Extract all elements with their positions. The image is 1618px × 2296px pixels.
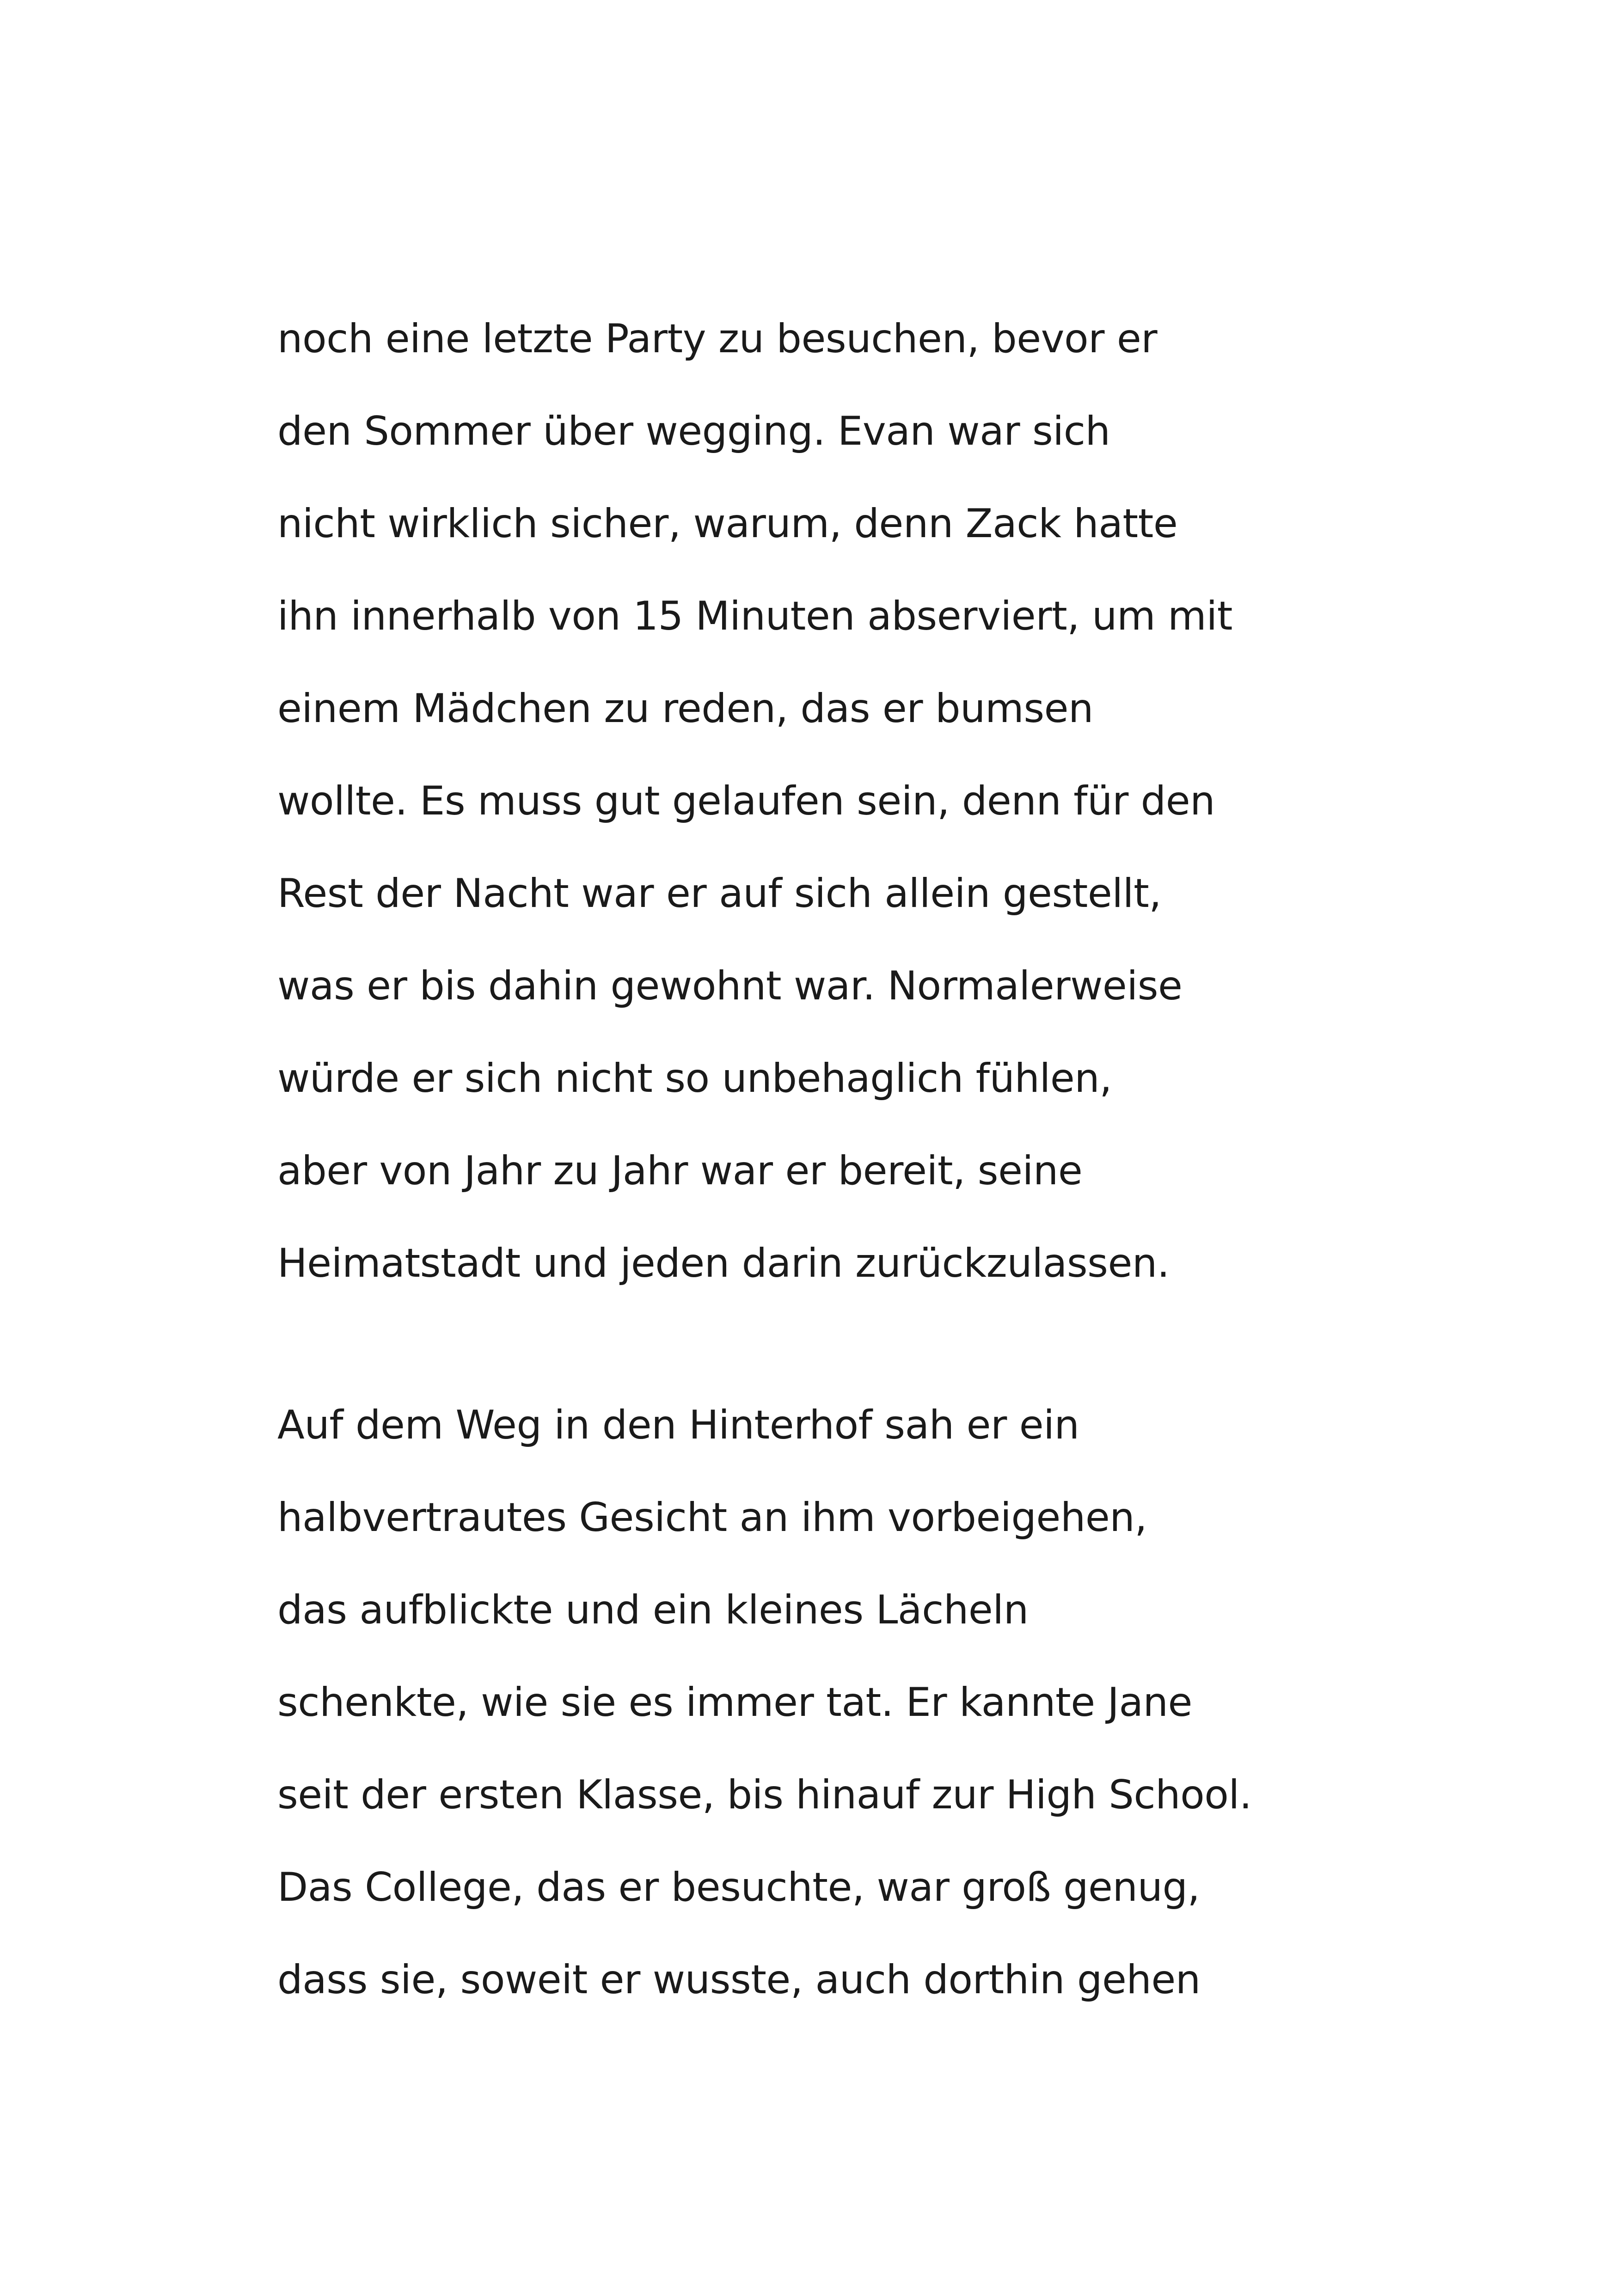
text-line: Das College, das er besuchte, war groß genug,: [277, 1864, 1200, 1910]
text-line: Heimatstadt und jeden darin zurückzulassen.: [277, 1240, 1170, 1286]
text-line: nicht wirklich sicher, warum, denn Zack hatte: [277, 501, 1178, 547]
text-line: seit der ersten Klasse, bis hinauf zur High School.: [277, 1772, 1252, 1818]
text-line: wollte. Es muss gut gelaufen sein, denn für den: [277, 778, 1215, 824]
text-line: den Sommer über wegging. Evan war sich: [277, 408, 1110, 454]
text-line: was er bis dahin gewohnt war. Normalerweise: [277, 963, 1183, 1009]
text-line: Rest der Nacht war er auf sich allein gestellt,: [277, 870, 1162, 917]
text-line: dass sie, soweit er wusste, auch dorthin gehen: [277, 1957, 1201, 2003]
text-line: Auf dem Weg in den Hinterhof sah er ein: [277, 1402, 1079, 1448]
text-line: ihn innerhalb von 15 Minuten abserviert, um mit: [277, 593, 1232, 639]
text-line: schenkte, wie sie es immer tat. Er kannte Jane: [277, 1679, 1192, 1726]
text-line: einem Mädchen zu reden, das er bumsen: [277, 686, 1094, 732]
text-line: würde er sich nicht so unbehaglich fühlen,: [277, 1055, 1112, 1102]
text-line: aber von Jahr zu Jahr war er bereit, seine: [277, 1148, 1083, 1194]
text-line: das aufblickte und ein kleines Lächeln: [277, 1587, 1029, 1633]
text-line: halbvertrautes Gesicht an ihm vorbeigehen,: [277, 1494, 1147, 1541]
text-line: noch eine letzte Party zu besuchen, bevor er: [277, 316, 1158, 362]
